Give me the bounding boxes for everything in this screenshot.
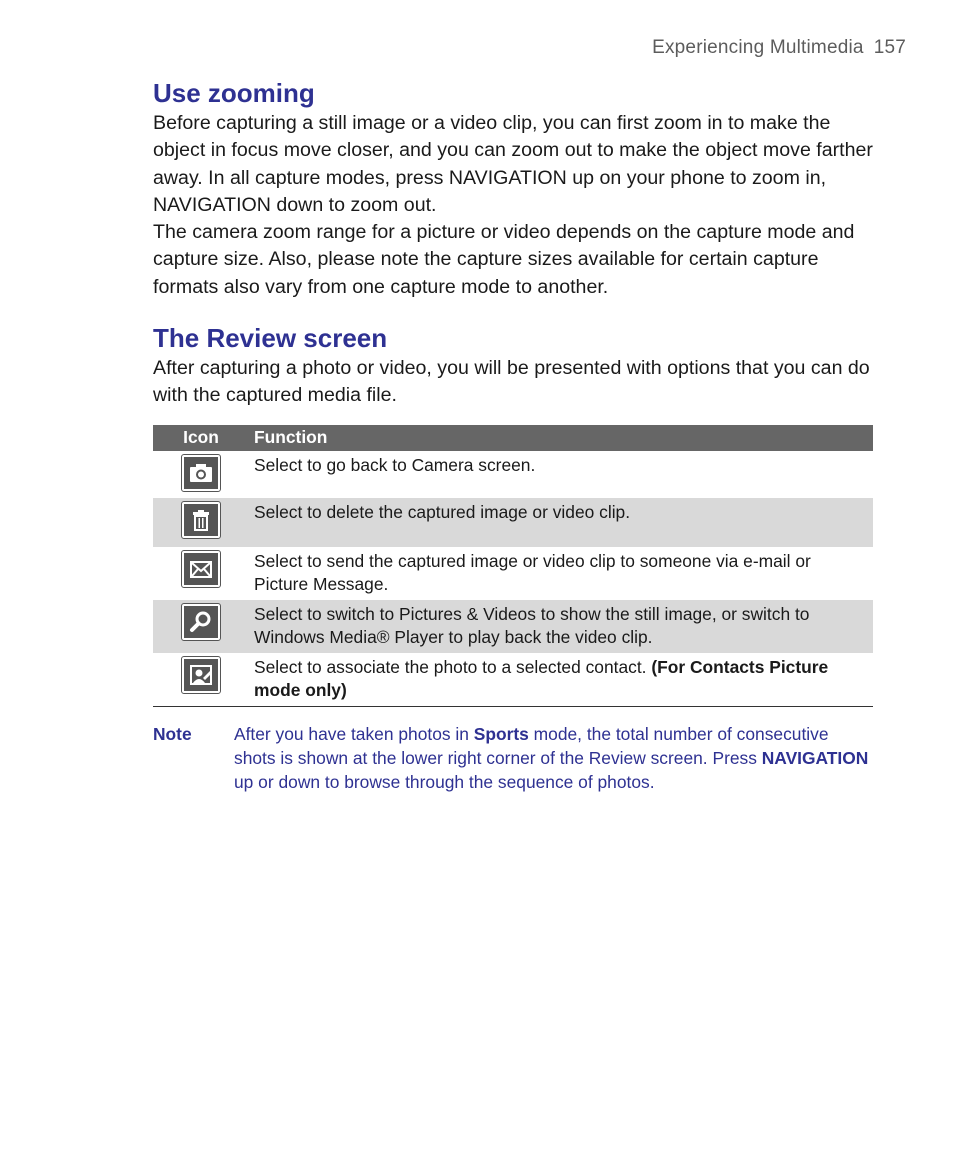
header-section-title: Experiencing Multimedia bbox=[652, 37, 864, 58]
note-label: Note bbox=[153, 723, 192, 744]
review-options-table bbox=[153, 425, 873, 707]
table-row bbox=[153, 498, 873, 547]
running-header bbox=[652, 37, 906, 59]
table-row bbox=[153, 653, 873, 707]
row-function-text: Select to delete the captured image or video clip. bbox=[249, 498, 873, 547]
note-text bbox=[234, 722, 873, 794]
note-text-part: up or down to browse through the sequence of photos. bbox=[234, 771, 655, 792]
icon-column-header: Icon bbox=[153, 425, 249, 451]
note-bold-sports: Sports bbox=[473, 723, 529, 744]
table-row bbox=[153, 451, 873, 498]
function-column-header: Function bbox=[249, 425, 873, 451]
review-screen-heading: The Review screen bbox=[153, 323, 388, 354]
envelope-icon bbox=[182, 551, 220, 587]
row-function-text: Select to send the captured image or video clip to someone via e-mail or Picture Message. bbox=[254, 550, 811, 595]
contact-picture-icon bbox=[182, 657, 220, 693]
row-function-text: Select to associate the photo to a selected contact. bbox=[254, 656, 652, 677]
page-content bbox=[153, 76, 873, 794]
magnifier-icon bbox=[182, 604, 220, 640]
zoom-paragraph-2: The camera zoom range for a picture or video depends on the capture mode and capture size. Also, please note the capture sizes available for certain capture formats also vary from one capture mode to another. bbox=[153, 221, 855, 298]
page-number: 157 bbox=[873, 37, 906, 58]
row-function-text: Select to switch to Pictures & Videos to show the still image, or switch to Windows Media® Player to play back the video clip. bbox=[249, 600, 873, 653]
table-header-row bbox=[153, 425, 873, 451]
note-bold-navigation: NAVIGATION bbox=[761, 747, 869, 768]
note-block bbox=[153, 722, 873, 794]
camera-icon bbox=[182, 455, 220, 491]
row-function-text: Select to go back to Camera screen. bbox=[254, 454, 536, 475]
table-row bbox=[153, 547, 873, 600]
use-zooming-heading: Use zooming bbox=[153, 78, 315, 108]
zoom-paragraph-1: Before capturing a still image or a video clip, you can first zoom in to make the object in focus move closer, and you can zoom out to make the object move farther away. In all capture modes, press NAVIGATION up on your phone to zoom in, NAVIGATION down to zoom out. bbox=[153, 112, 873, 216]
note-text-part: mode, the total number of consecutive shots is shown at the lower right corner of the Review screen. Press bbox=[234, 723, 829, 768]
trash-icon bbox=[182, 502, 220, 538]
note-text-part: After you have taken photos in bbox=[234, 723, 474, 744]
review-intro-paragraph: After capturing a photo or video, you will be presented with options that you can do with the captured media file. bbox=[153, 357, 870, 407]
row-function-bold-note: (For Contacts Picture mode only) bbox=[254, 656, 829, 701]
table-row bbox=[153, 600, 873, 653]
